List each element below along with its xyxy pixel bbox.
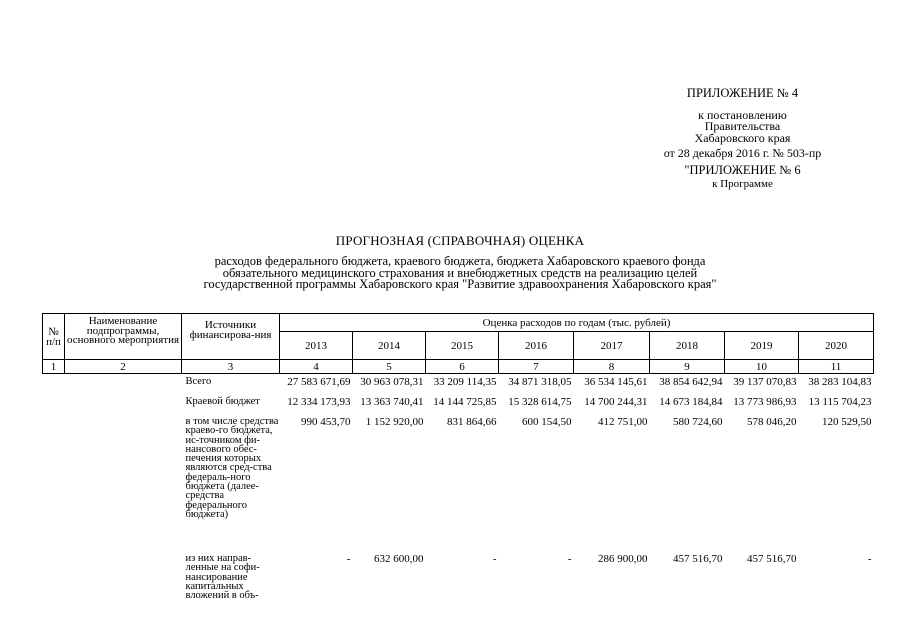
- row-value: 831 864,66: [447, 416, 497, 428]
- row-num: [43, 394, 65, 414]
- row-value: 13 773 986,93: [733, 396, 797, 408]
- table-row: [43, 414, 874, 551]
- column-number: 5: [353, 360, 426, 374]
- header-year: 2017: [574, 332, 650, 360]
- row-value: 14 673 184,84: [659, 396, 723, 408]
- header-year: 2015: [426, 332, 499, 360]
- row-source: в том числе средства краево-го бюджета, ис-точником фи-нансового обес-печения которых являются сред-ства федераль-ного бюджета (далее-средства федерального бюджета): [185, 416, 279, 520]
- row-value: 600 154,50: [522, 416, 572, 428]
- header-year: 2018: [650, 332, 725, 360]
- header-source: Источники финансирова-ния: [182, 314, 280, 360]
- row-name: [65, 374, 182, 395]
- row-num: [43, 374, 65, 395]
- row-num: [43, 551, 65, 614]
- row-value: 12 334 173,93: [287, 396, 351, 408]
- row-value: 30 963 078,31: [360, 376, 424, 388]
- appendix-number-2: "ПРИЛОЖЕНИЕ № 6: [684, 162, 801, 177]
- row-value: 578 046,20: [747, 416, 797, 428]
- row-source: Всего: [185, 376, 212, 387]
- column-number: 6: [426, 360, 499, 374]
- column-number: 7: [499, 360, 574, 374]
- row-value: -: [492, 553, 497, 565]
- column-number: 1: [43, 360, 65, 374]
- appendix-date: от 28 декабря 2016 г. № 503-пр: [663, 146, 822, 160]
- appendix-number: ПРИЛОЖЕНИЕ № 4: [686, 86, 799, 100]
- table-row: [43, 551, 874, 614]
- row-value: 33 209 114,35: [433, 376, 497, 388]
- column-number: 8: [574, 360, 650, 374]
- row-value: -: [346, 553, 351, 565]
- row-value: 632 600,00: [374, 553, 424, 565]
- row-source: из них направ-ленные на софи-нансирование капитальных вложений в объ-: [185, 553, 260, 602]
- row-value: -: [867, 553, 872, 565]
- header-name: Наименование подпрограммы, основного мероприятия: [65, 314, 182, 360]
- table-row: [43, 394, 874, 414]
- row-name: [65, 551, 182, 614]
- title-main: ПРОГНОЗНАЯ (СПРАВОЧНАЯ) ОЦЕНКА: [335, 233, 585, 248]
- column-number: 2: [65, 360, 182, 374]
- appendix-region-line: Хабаровского края: [694, 130, 791, 145]
- row-value: 286 900,00: [598, 553, 648, 565]
- row-value: 13 115 704,23: [808, 396, 872, 408]
- row-value: 14 700 244,31: [584, 396, 648, 408]
- title-subtitle-line-1: расходов федерального бюджета, краевого бюджета, бюджета Хабаровского краевого фонда: [214, 254, 706, 268]
- column-number: 9: [650, 360, 725, 374]
- appendix-program: к Программе: [712, 178, 773, 190]
- row-value: 457 516,70: [747, 553, 797, 565]
- expense-estimate-table: [42, 313, 874, 614]
- row-value: 39 137 070,83: [733, 376, 797, 388]
- row-value: 38 854 642,94: [659, 376, 723, 388]
- appendix-header: [640, 88, 845, 191]
- row-value: 990 453,70: [301, 416, 351, 428]
- appendix-decree-line: к постановлению: [698, 107, 787, 122]
- column-number: 10: [725, 360, 799, 374]
- title-subtitle-line-3: государственной программы Хабаровского края "Развитие здравоохранения Хабаровского края": [203, 277, 717, 291]
- row-source: Краевой бюджет: [185, 396, 260, 407]
- row-value: 580 724,60: [673, 416, 723, 428]
- header-year: 2020: [799, 332, 874, 360]
- row-name: [65, 414, 182, 551]
- appendix-government-line: Правительства: [704, 119, 781, 133]
- row-value: -: [567, 553, 572, 565]
- row-value: 34 871 318,05: [508, 376, 572, 388]
- column-number: 4: [280, 360, 353, 374]
- column-number: 3: [182, 360, 280, 374]
- header-year: 2014: [353, 332, 426, 360]
- table-row: [43, 374, 874, 395]
- row-value: 1 152 920,00: [365, 416, 424, 428]
- header-year: 2016: [499, 332, 574, 360]
- title-subtitle-line-2: обязательного медицинского страхования и внебюджетных средств на реализацию целей: [222, 265, 698, 280]
- row-value: 457 516,70: [673, 553, 723, 565]
- row-value: 13 363 740,41: [360, 396, 424, 408]
- column-number: 11: [799, 360, 874, 374]
- header-num: № п/п: [43, 314, 65, 360]
- row-value: 38 283 104,83: [808, 376, 872, 388]
- header-year: 2019: [725, 332, 799, 360]
- row-value: 412 751,00: [598, 416, 648, 428]
- header-estimate: Оценка расходов по годам (тыс. рублей): [280, 314, 874, 332]
- row-value: 15 328 614,75: [508, 396, 572, 408]
- row-value: 36 534 145,61: [584, 376, 648, 388]
- row-value: 27 583 671,69: [287, 376, 351, 388]
- row-value: 120 529,50: [822, 416, 872, 428]
- row-name: [65, 394, 182, 414]
- header-year: 2013: [280, 332, 353, 360]
- row-value: 14 144 725,85: [433, 396, 497, 408]
- document-title: [80, 233, 840, 291]
- row-num: [43, 414, 65, 551]
